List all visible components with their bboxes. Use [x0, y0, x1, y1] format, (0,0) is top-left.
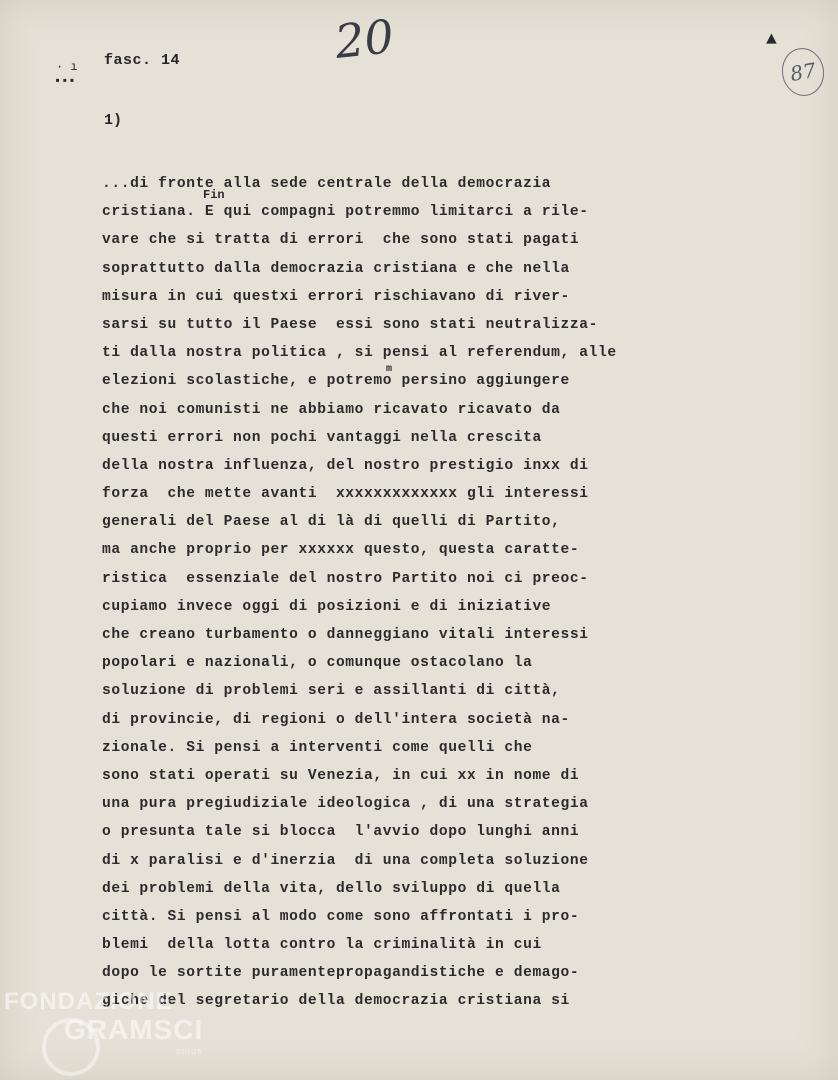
section-number: 1): [104, 112, 123, 129]
text-line: forza che mette avanti xxxxxxxxxxxxx gli interessi: [102, 486, 589, 503]
typewritten-body: [102, 170, 662, 1016]
text-line: misura in cui questxi errori rischiavano di river-: [102, 288, 570, 305]
text-line: vare che si tratta di errori che sono stati pagati: [102, 232, 580, 249]
watermark-line: GRAMSCI: [64, 1014, 204, 1045]
text-line: città. Si pensi al modo come sono affrontati i pro-: [102, 908, 580, 925]
text-line: di x paralisi e d'inerzia di una completa soluzione: [102, 852, 589, 869]
handwritten-folio-number: 20: [332, 9, 397, 69]
text-line: generali del Paese al di là di quelli di Partito,: [102, 514, 561, 531]
text-line: giche del segretario della democrazia cristiana si: [102, 993, 570, 1010]
margin-mark: · ı: [56, 60, 78, 74]
interlinear-insertion: m: [386, 364, 393, 375]
text-line: soluzione di problemi seri e assillanti di città,: [102, 683, 561, 700]
folder-label: fasc. 14: [104, 52, 181, 69]
text-line: dopo le sortite puramentepropagandistiche e demago-: [102, 965, 580, 982]
watermark-line: onlus: [176, 1046, 203, 1056]
text-line: o presunta tale si blocca l'avvio dopo lunghi anni: [102, 824, 580, 841]
text-line: cristiana. E qui compagni potremmo limitarci a rile-: [102, 204, 589, 221]
watermark-line: FONDAZIONE: [4, 988, 173, 1015]
text-line: di provincie, di regioni o dell'intera società na-: [102, 711, 570, 728]
text-line: elezioni scolastiche, e potremo persino aggiungere: [102, 373, 570, 390]
corner-mark: ▲: [766, 30, 777, 50]
watermark-circle-icon: [42, 1018, 100, 1076]
text-line: che noi comunisti ne abbiamo ricavato ricavato da: [102, 401, 561, 418]
text-line: dei problemi della vita, dello sviluppo di quella: [102, 880, 561, 897]
text-line: una pura pregiudiziale ideologica , di una strategia: [102, 796, 589, 813]
text-line: sono stati operati su Venezia, in cui xx in nome di: [102, 767, 580, 784]
margin-mark: ▪▪▪: [54, 74, 76, 88]
text-line: che creano turbamento o danneggiano vitali interessi: [102, 627, 589, 643]
text-line: della nostra influenza, del nostro prestigio inxx di: [102, 457, 589, 474]
text-line: ristica essenziale del nostro Partito noi ci preoc-: [102, 570, 589, 587]
watermark-logo: [4, 988, 204, 1056]
text-line: popolari e nazionali, o comunque ostacolano la: [102, 655, 533, 672]
text-line: ti dalla nostra politica , si pensi al referendum, alle: [102, 345, 617, 362]
text-line: ...di fronte alla sede centrale della democrazia: [102, 176, 552, 192]
text-line: questi errori non pochi vantaggi nella crescita: [102, 429, 542, 446]
text-line: sarsi su tutto il Paese essi sono stati neutralizza-: [102, 316, 598, 333]
text-line: soprattutto dalla democrazia cristiana e che nella: [102, 260, 570, 277]
text-line: blemi della lotta contro la criminalità in cui: [102, 937, 542, 954]
circled-page-stamp: 87: [778, 45, 828, 100]
text-line: cupiamo invece oggi di posizioni e di iniziative: [102, 598, 552, 615]
text-line: ma anche proprio per xxxxxx questo, questa caratte-: [102, 542, 580, 559]
text-line: zionale. Si pensi a interventi come quelli che: [102, 739, 533, 756]
interlinear-insertion: Fin: [203, 188, 225, 202]
